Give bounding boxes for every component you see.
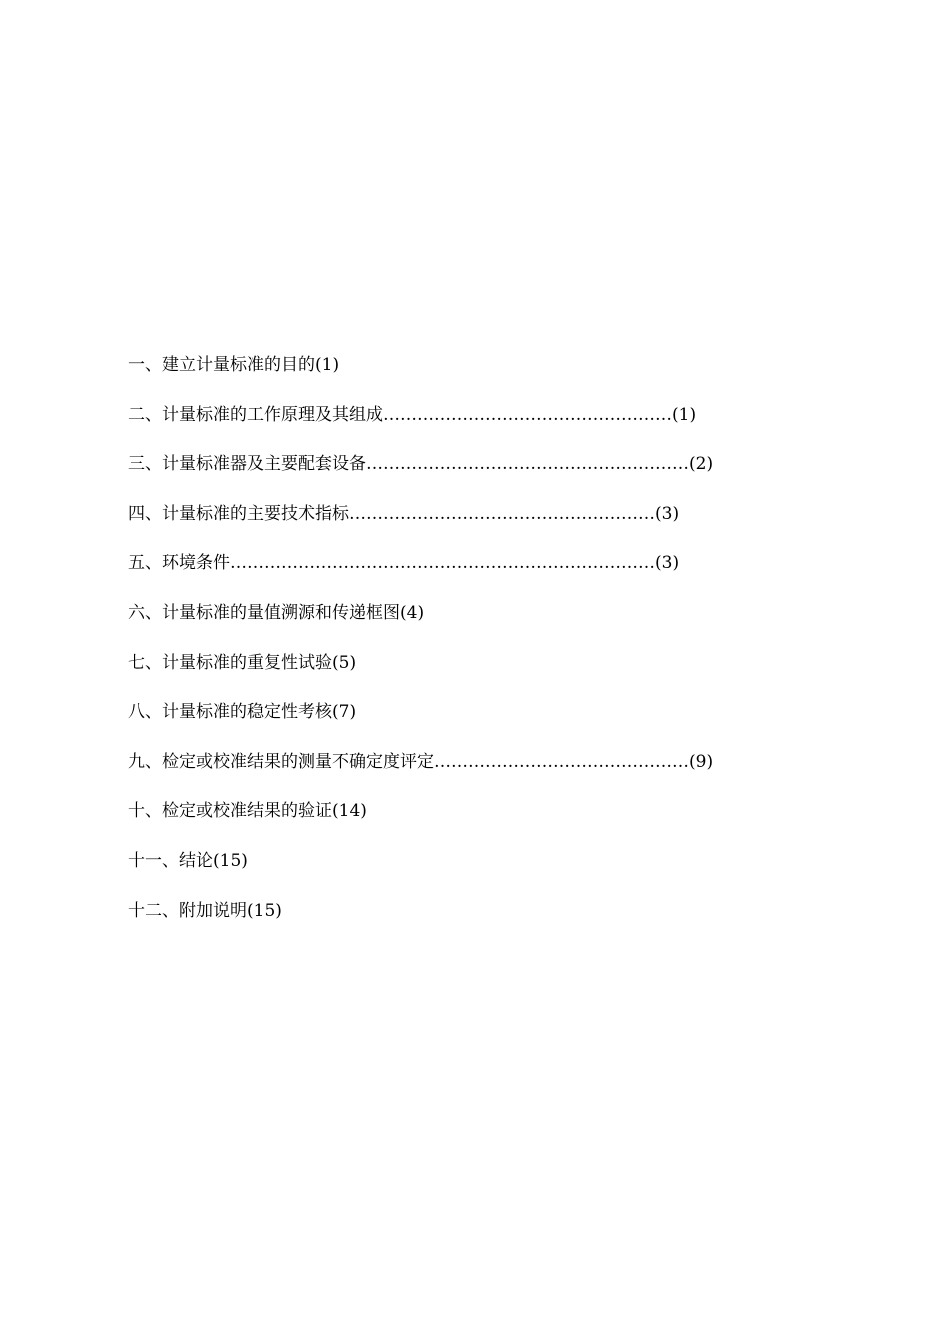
toc-entry-page: (15) xyxy=(213,850,248,871)
toc-entry-title: 十二、附加说明 xyxy=(128,900,247,921)
toc-entry-4 xyxy=(128,501,888,551)
toc-entry-title: 二、计量标准的工作原理及其组成 xyxy=(128,404,383,425)
toc-entry-page: (15) xyxy=(247,900,282,921)
toc-entry-page: (4) xyxy=(400,602,425,623)
toc-entry-5 xyxy=(128,550,888,600)
toc-entry-page: (7) xyxy=(332,702,357,723)
toc-entry-page: (1) xyxy=(672,404,697,425)
toc-entry-page: (3) xyxy=(655,503,680,524)
toc-entry-12 xyxy=(128,898,888,948)
toc-entry-page: (3) xyxy=(655,553,680,574)
toc-entry-page: (2) xyxy=(689,454,714,475)
toc-entry-title: 七、计量标准的重复性试验 xyxy=(128,652,332,673)
toc-entry-page: (9) xyxy=(689,751,714,772)
toc-entry-3 xyxy=(128,451,888,501)
toc-entry-page: (1) xyxy=(315,355,340,375)
toc-entry-9 xyxy=(128,749,888,799)
toc-entry-title: 九、检定或校准结果的测量不确定度评定 xyxy=(128,751,434,772)
toc-entry-page: (5) xyxy=(332,652,357,673)
toc-entry-7 xyxy=(128,650,888,700)
table-of-contents xyxy=(128,352,888,947)
toc-entry-title: 八、计量标准的稳定性考核 xyxy=(128,702,332,723)
toc-entry-leader: …………………………………………… xyxy=(383,404,672,425)
toc-entry-leader: ……………………………………… xyxy=(434,751,689,772)
toc-entry-title: 三、计量标准器及主要配套设备 xyxy=(128,454,366,475)
toc-entry-leader: ……………………………………………… xyxy=(349,503,655,524)
toc-entry-leader: ………………………………………………………………… xyxy=(230,553,655,574)
toc-entry-title: 十、检定或校准结果的验证 xyxy=(128,801,332,822)
toc-entry-2 xyxy=(128,402,888,452)
toc-entry-page: (14) xyxy=(332,801,367,822)
toc-entry-title: 四、计量标准的主要技术指标 xyxy=(128,503,349,524)
toc-entry-leader: ………………………………………………… xyxy=(366,454,689,475)
toc-entry-11 xyxy=(128,848,888,898)
toc-entry-title: 五、环境条件 xyxy=(128,553,230,574)
toc-entry-6 xyxy=(128,600,888,650)
toc-entry-8 xyxy=(128,699,888,749)
toc-entry-title: 六、计量标准的量值溯源和传递框图 xyxy=(128,602,400,623)
toc-entry-title: 一、建立计量标准的目的 xyxy=(128,355,315,375)
toc-entry-1 xyxy=(128,352,888,402)
toc-entry-10 xyxy=(128,798,888,848)
toc-entry-title: 十一、结论 xyxy=(128,850,213,871)
